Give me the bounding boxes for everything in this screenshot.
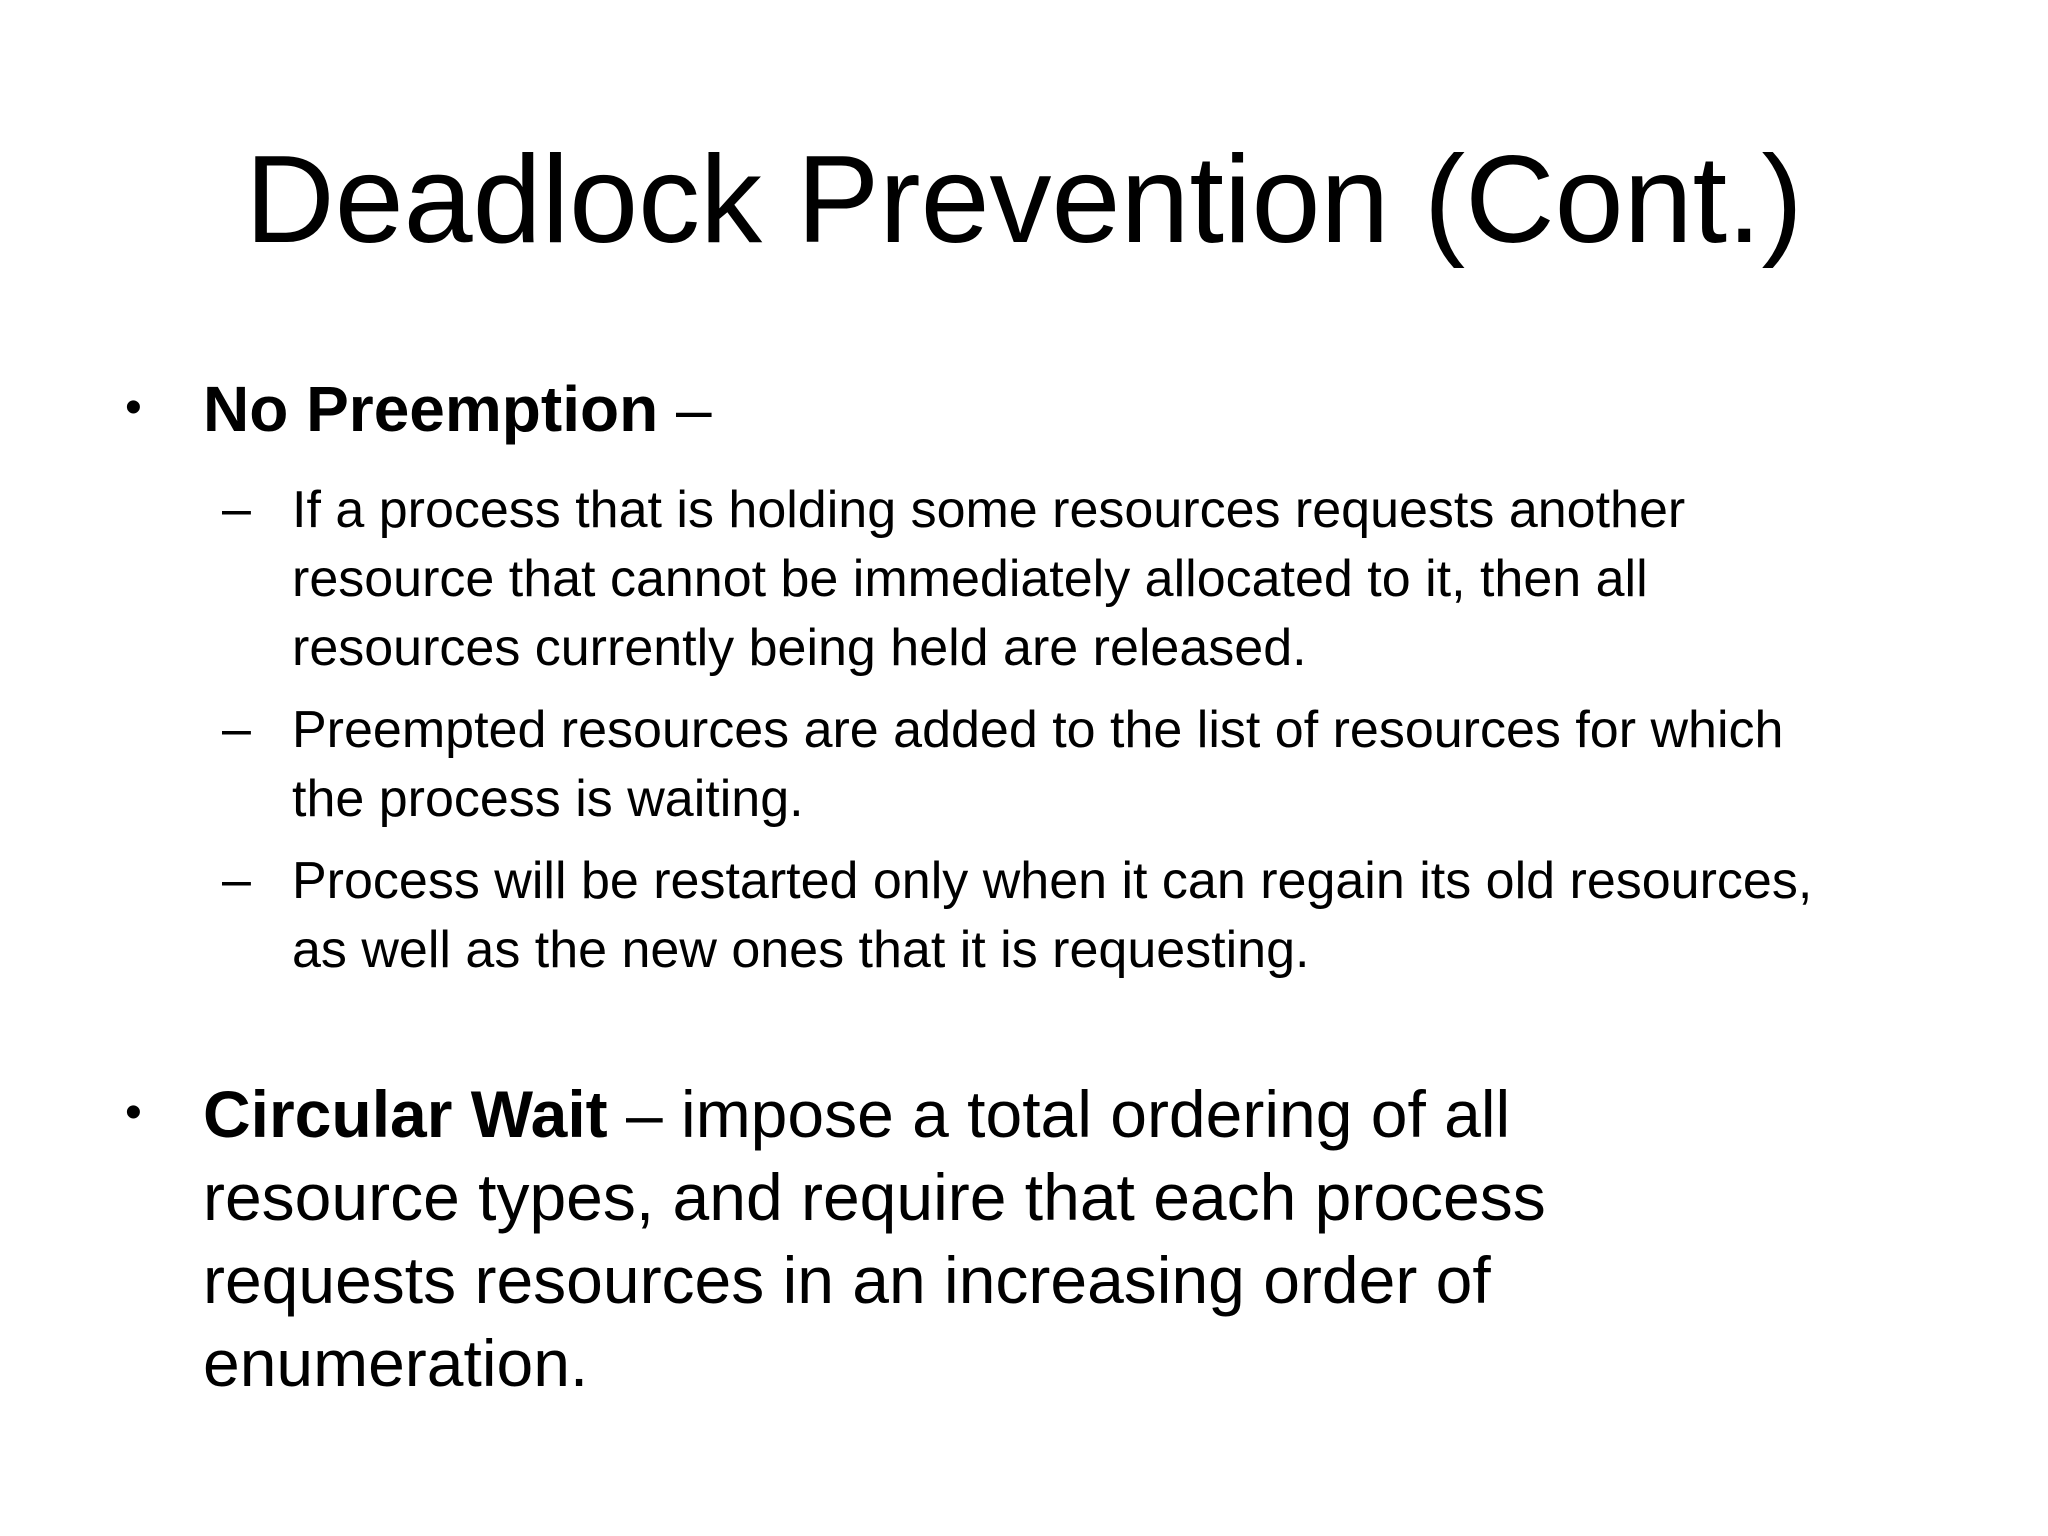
subitem-marker: – (222, 480, 251, 538)
bullet-marker: • (125, 381, 142, 434)
bullet-heading: Circular Wait (203, 1077, 608, 1151)
bullet-separator: – (607, 1077, 663, 1151)
bullet-body: impose a total ordering of all resource types, and require that each process requests resources in an increasing order of enumeration. (203, 1077, 1546, 1400)
subitem-marker: – (222, 700, 251, 758)
bullet-separator: – (658, 373, 712, 445)
slide-title: Deadlock Prevention (Cont.) (245, 131, 1803, 269)
bullet-heading: No Preemption (203, 373, 659, 445)
subitem-text: If a process that is holding some resources requests another resource that cannot be immediately allocated to it, then all resources currently being held are released. (292, 481, 1686, 677)
bullet-marker: • (125, 1086, 142, 1139)
bullet-no-preemption (203, 372, 1903, 446)
bullet-circular-wait (203, 1073, 1623, 1405)
subitem-text: Process will be restarted only when it can regain its old resources, as well as the new ones that it is requesting. (292, 852, 1813, 979)
subitem-marker: – (222, 851, 251, 909)
subitem-text: Preempted resources are added to the list of resources for which the process is waiting. (292, 701, 1784, 828)
